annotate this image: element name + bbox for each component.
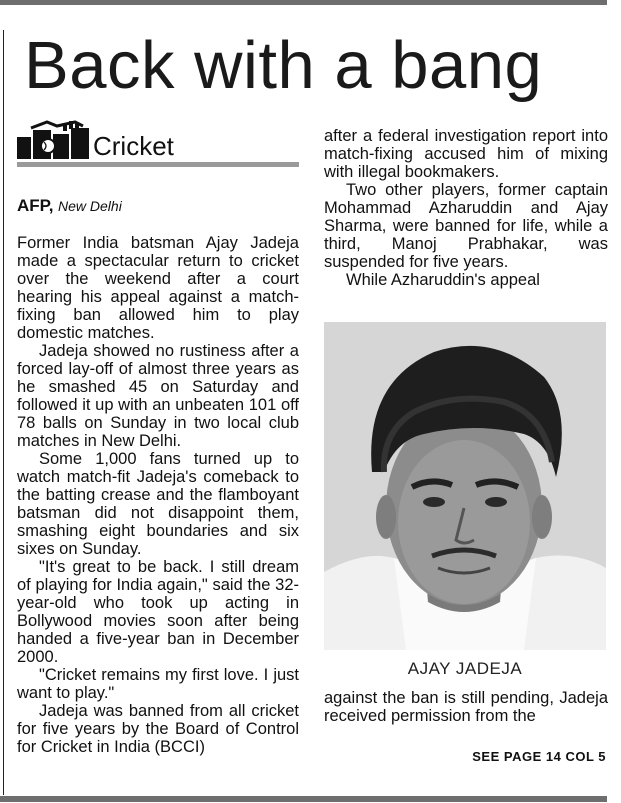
dateline-city: New Delhi bbox=[58, 198, 122, 214]
article-column-2 bbox=[324, 127, 608, 289]
dateline bbox=[17, 196, 122, 217]
article-column-1 bbox=[17, 234, 299, 756]
column-border bbox=[3, 30, 4, 795]
player-photo bbox=[324, 322, 606, 650]
article-column-2-continued bbox=[324, 689, 608, 725]
photo-caption: AJAY JADEJA bbox=[407, 659, 523, 678]
dateline-agency: AFP, bbox=[17, 196, 54, 215]
jump-reference: SEE PAGE 14 COL 5 bbox=[472, 749, 606, 764]
bottom-rule bbox=[0, 796, 607, 802]
section-label: Cricket bbox=[93, 131, 174, 161]
section-rule bbox=[17, 162, 299, 167]
paragraph: Jadeja showed no rustiness after a forced lay-off of almost three years as he smashed 45 on Saturday and followed it up with an unbeaten 101 off 78 balls on Sunday in two local club matches in New Delhi. bbox=[17, 342, 299, 450]
portrait-image bbox=[324, 322, 606, 650]
paragraph: "Cricket remains my first love. I just want to play." bbox=[17, 666, 299, 702]
paragraph: after a federal investigation report into match-fixing accused him of mixing with illegal bookmakers. bbox=[324, 127, 608, 181]
paragraph: Jadeja was banned from all cricket for five years by the Board of Control for Cricket in India (BCCI) bbox=[17, 702, 299, 756]
paragraph: Two other players, former captain Mohammad Azharuddin and Ajay Sharma, were banned for life, while a third, Manoj Prabhakar, was suspended for five years. bbox=[324, 181, 608, 271]
paragraph: Former India batsman Ajay Jadeja made a spectacular return to cricket over the weekend after a court hearing his appeal against a match-fixing ban allowed him to play domestic matches. bbox=[17, 234, 299, 342]
paragraph: "It's great to be back. I still dream of playing for India again," said the 32-year-old who took up acting in Bollywood movies soon after being handed a five-year ban in December 2000. bbox=[17, 558, 299, 666]
top-rule bbox=[0, 0, 607, 5]
paragraph: While Azharuddin's appeal bbox=[346, 271, 540, 289]
paragraph: against the ban is still pending, Jadeja received permission from the bbox=[324, 689, 608, 725]
paragraph: Some 1,000 fans turned up to watch match-fit Jadeja's comeback to the batting crease and the flamboyant batsman did not disappoint them, smashing eight boundaries and six sixes on Sunday. bbox=[17, 450, 299, 558]
headline: Back with a bang bbox=[24, 28, 543, 103]
